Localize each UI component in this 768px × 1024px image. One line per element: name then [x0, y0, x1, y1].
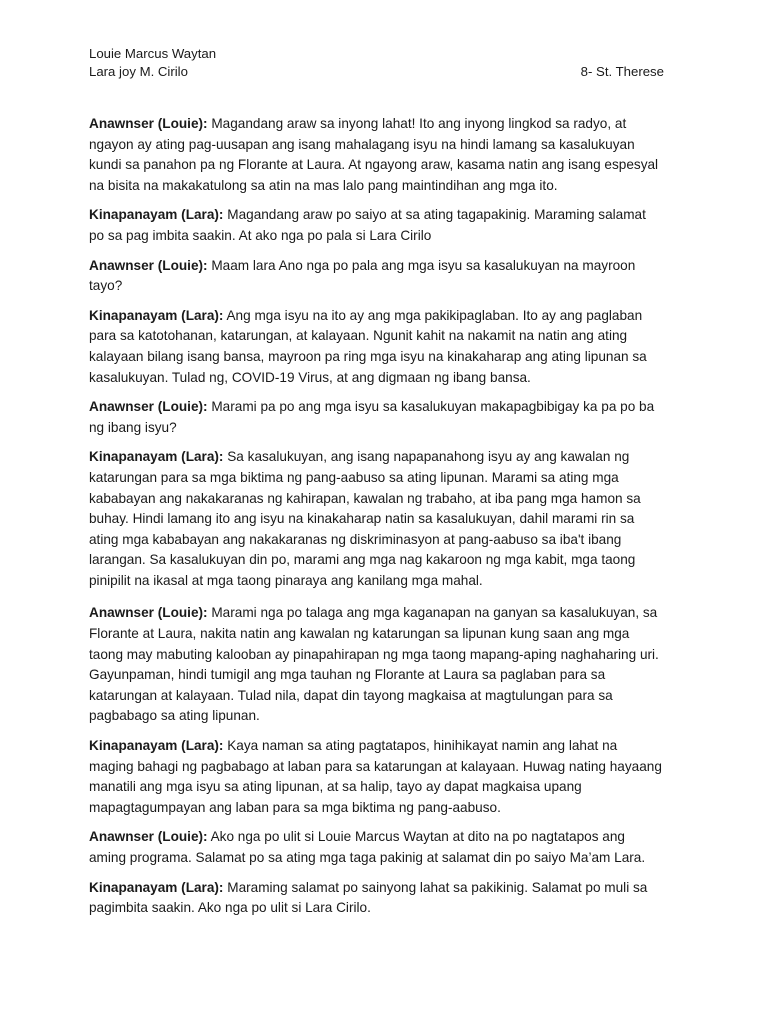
dialogue-text: Ako nga po ulit si Louie Marcus Waytan at dito na po nagtatapos ang aming programa. Salamat po sa ating mga taga pakinig at salamat din po saiyo Ma’am Lara.	[89, 829, 646, 865]
dialogue-text: Ang mga isyu na ito ay ang mga pakikipaglaban. Ito ay ang paglaban para sa katotohanan, katarungan, at kalayaan. Ngunit kahit na nakamit na natin ang ating kalayaan bilang isang bansa, mayroon pa ring mga isyu na kinakaharap ang ating lipunan sa kasalukuyan. Tulad ng, COVID-19 Virus, at ang digmaan ng ibang bansa.	[89, 307, 647, 385]
author-line-2: Lara joy M. Cirilo	[89, 64, 188, 79]
speaker-label: Kinapanayam (Lara):	[89, 879, 224, 895]
dialogue-turn	[89, 306, 664, 388]
speaker-label: Anawnser (Louie):	[89, 605, 208, 621]
dialogue-text: Sa kasalukuyan, ang isang napapanahong isyu ay ang kawalan ng katarungan para sa mga biktima ng pang-aabuso sa ating lipunan. Marami sa ating mga kababayan ang nakakaranas ng kahirapan, kawalan ng trabaho, at iba pang mga hamon sa buhay. Hindi lamang ito ang isyu na kinakaharap natin sa kasalukuyan, dahil marami rin sa ating mga kababayan ang nakakaranas ng diskriminasyon at pang-aabuso sa iba't ibang larangan. Sa kasalukuyan din po, marami ang mga nag kakaroon ng mga kabit, mga taong pinipilit na ikasal at mga taong pinaraya ang kanilang mga mahal.	[89, 449, 641, 588]
speaker-label: Kinapanayam (Lara):	[89, 449, 224, 465]
dialogue-text: Magandang araw po saiyo at sa ating tagapakinig. Maraming salamat po sa pag imbita saakin. At ako nga po pala si Lara Cirilo	[89, 207, 646, 243]
dialogue-text: Maam lara Ano nga po pala ang mga isyu sa kasalukuyan na mayroon tayo?	[89, 257, 636, 294]
dialogue-turn	[89, 397, 664, 438]
author-line-2-row	[89, 63, 664, 81]
speaker-label: Anawnser (Louie):	[89, 829, 208, 845]
speaker-label: Anawnser (Louie):	[89, 399, 208, 415]
document-header	[89, 45, 664, 81]
dialogue-turn	[89, 205, 664, 246]
dialogue-text: Magandang araw sa inyong lahat! Ito ang inyong lingkod sa radyo, at ngayon ay ating pag-uusapan ang isang mahalagang isyu na hindi lamang sa kasalukuyan kundi sa panahon pa ng Florante at Laura. At ngayong araw, kasama natin ang isang espesyal na bisita na makakatulong sa atin na mas lalo pang maintindihan ang mga ito.	[89, 116, 659, 193]
speaker-label: Anawnser (Louie):	[89, 116, 208, 131]
speaker-label: Kinapanayam (Lara):	[89, 738, 224, 754]
speaker-label: Kinapanayam (Lara):	[89, 307, 224, 323]
dialogue-text: Marami pa po ang mga isyu sa kasalukuyan makapagbibigay ka pa po ba ng ibang isyu?	[89, 399, 655, 435]
dialogue-turn	[89, 878, 664, 919]
speaker-label: Kinapanayam (Lara):	[89, 207, 224, 223]
dialogue-turn	[89, 256, 664, 297]
dialogue-turn	[89, 827, 664, 868]
dialogue-turn	[89, 603, 664, 727]
class-section: 8- St. Therese	[580, 64, 664, 79]
dialogue-text: Marami nga po talaga ang mga kaganapan na ganyan sa kasalukuyan, sa Florante at Laura, nakita natin ang kawalan ng katarungan sa lipunan kung saan ang mga taong may mabuting kalooban ay pinapahirapan ng mga taong mapang-aping naghaharing uri. Gayunpaman, hindi tumigil ang mga tauhan ng Florante at Laura sa paglaban para sa katarungan at kalayaan. Tulad nila, dapat din tayong magkaisa at magtulungan para sa pagbabago sa ating lipunan.	[89, 605, 659, 724]
transcript	[89, 114, 664, 919]
speaker-label: Anawnser (Louie):	[89, 257, 208, 273]
author-line-1: Louie Marcus Waytan	[89, 46, 217, 61]
dialogue-turn	[89, 114, 664, 196]
dialogue-turn	[89, 736, 664, 818]
dialogue-text: Maraming salamat po sainyong lahat sa pakikinig. Salamat po muli sa pagimbita saakin. Ako nga po ulit si Lara Cirilo.	[89, 879, 648, 916]
dialogue-turn	[89, 447, 664, 591]
dialogue-text: Kaya naman sa ating pagtatapos, hinihikayat namin ang lahat na maging bahagi ng pagbabago at laban para sa katarungan at kalayaan. Huwag nating hayaang manatili ang mga isyu sa ating lipunan, at sa halip, tayo ay dapat magkaisa upang mapagtagumpayan ang laban para sa mga biktima ng pang-aabuso.	[89, 738, 662, 815]
